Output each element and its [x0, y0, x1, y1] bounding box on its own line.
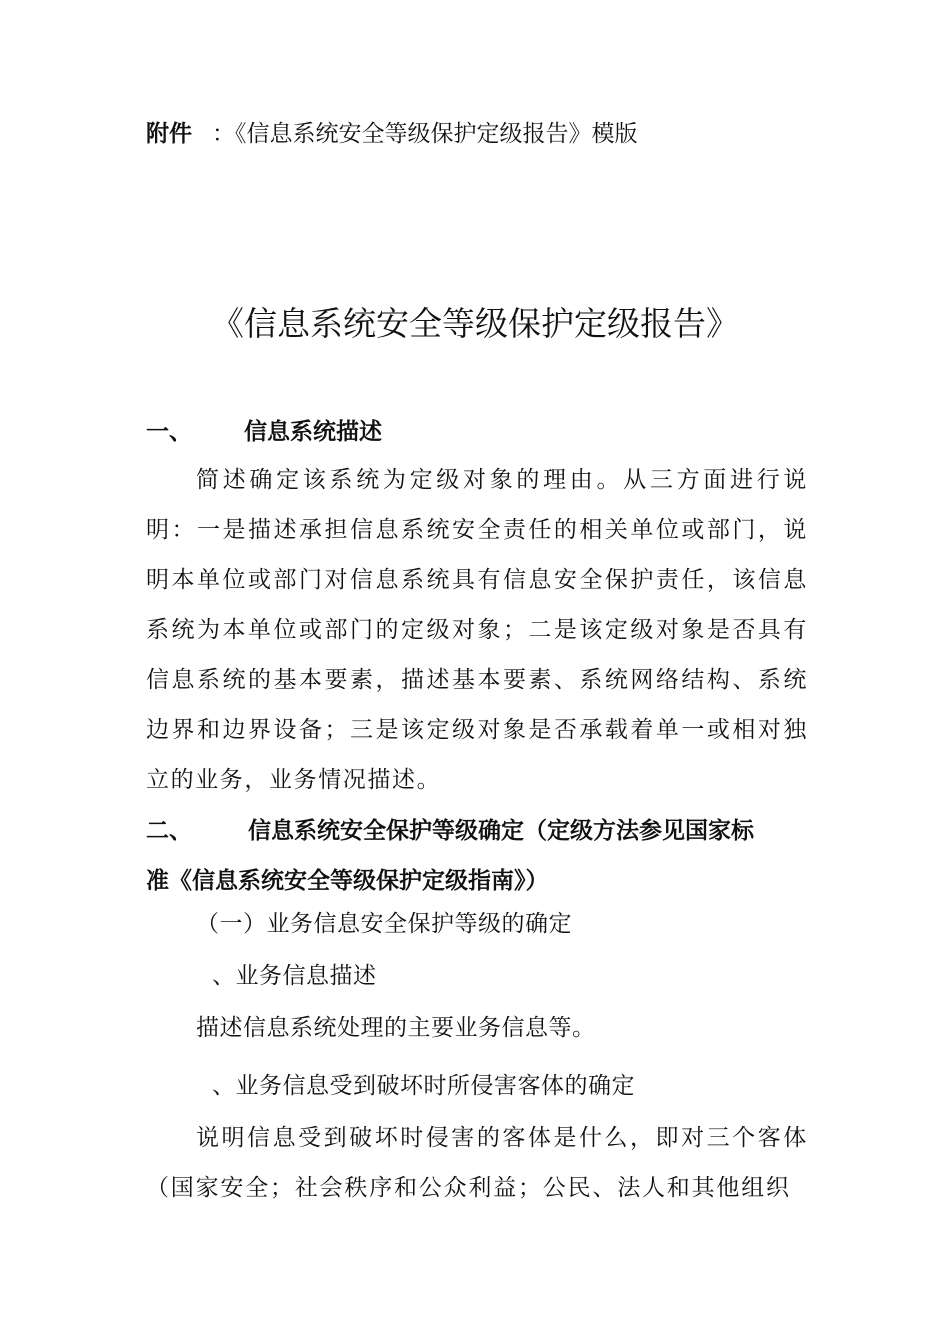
section-1-heading	[146, 407, 806, 457]
section-2-number: 二、	[146, 818, 192, 844]
item-2-heading: 、业务信息受到破坏时所侵害客体的确定	[212, 1073, 635, 1099]
item-1-heading: 、业务信息描述	[212, 963, 377, 989]
attachment-line	[146, 116, 638, 152]
item-2-body: 说明信息受到破坏时侵害的客体是什么，即对三个客体（国家安全；社会秩序和公众利益；公民、法人和其他组织	[146, 1125, 808, 1201]
document-title: 《信息系统安全等级保护定级报告》	[211, 304, 739, 343]
section-2-title-line2: 准《信息系统安全等级保护定级指南》）	[146, 868, 549, 894]
attachment-text: ：《信息系统安全等级保护定级报告》模版	[212, 121, 638, 147]
section-1-title: 信息系统描述	[244, 419, 382, 445]
section-1-body: 简述确定该系统为定级对象的理由。从三方面进行说明：一是描述承担信息系统安全责任的相关单位或部门，说明本单位或部门对信息系统具有信息安全保护责任，该信息系统为本单位或部门的定级对象；二是该定级对象是否具有信息系统的基本要素，描述基本要素、系统网络结构、系统边界和边界设备；三是该定级对象是否承载着单一或相对独立的业务，业务情况描述。	[146, 467, 808, 793]
attachment-label: 附件	[146, 121, 192, 147]
section-2-heading	[146, 806, 806, 906]
subsection-1-title: （一）业务信息安全保护等级的确定	[196, 911, 572, 937]
section-2-title-line1: 信息系统安全保护等级确定（定级方法参见国家标	[248, 818, 754, 844]
item-1-body: 描述信息系统处理的主要业务信息等。	[196, 1015, 596, 1041]
section-1-number: 一、	[146, 419, 192, 445]
